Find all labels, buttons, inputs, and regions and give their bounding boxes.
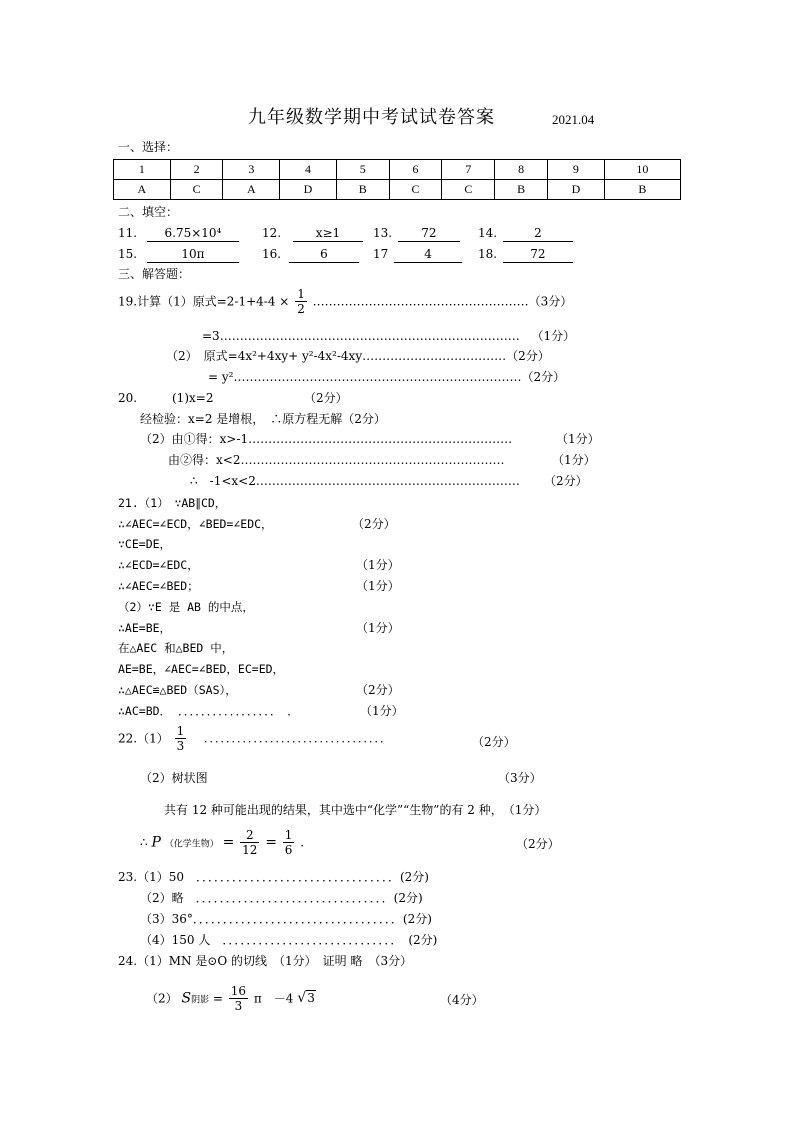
fill-item	[118, 226, 239, 242]
q22-part1-label: 22.（1）	[118, 731, 169, 746]
q20-step-1-points: （1分）	[556, 432, 600, 446]
question-number-cell: 3	[223, 160, 280, 180]
fill-item-answer: 4	[394, 247, 462, 263]
area-symbol: S	[181, 990, 192, 1007]
q19-points: ………………………………………………（3分）	[312, 294, 573, 309]
fill-item-number: 12.	[262, 226, 282, 240]
probability-subscript: （化学生物）	[164, 839, 219, 850]
q21-line-2-points: （2分）	[352, 517, 396, 531]
fraction-one-third	[175, 724, 187, 754]
q19-part2-result: = y²………………………………………………………………（2分）	[208, 370, 566, 384]
page-title: 九年级数学期中考试试卷答案	[248, 107, 495, 128]
answer-cell: A	[223, 180, 280, 200]
table-row	[114, 160, 681, 180]
q24-area-line	[146, 984, 316, 1014]
radicand: 3	[307, 991, 315, 1006]
q22-part1-points: （2分）	[472, 735, 516, 749]
answer-cell: D	[280, 180, 337, 200]
exam-date: 2021.04	[552, 112, 595, 127]
therefore-symbol: ∴	[140, 835, 148, 850]
fill-item-answer: 6	[289, 247, 359, 263]
q21-line-10: ∴△AEC≌△BED（SAS），	[118, 683, 237, 697]
q21-line-3: ∵CE=DE，	[118, 537, 172, 551]
q21-line-2: ∴∠AEC=∠ECD，∠BED=∠EDC，	[118, 517, 273, 531]
fraction-one-sixth	[283, 828, 295, 858]
pi-term: π －4	[253, 991, 294, 1006]
q20-solution-set: ∴ -1<x<2…………………………………………………………	[190, 474, 520, 488]
section-1-heading: 一、选择：	[118, 140, 179, 154]
fill-item	[478, 226, 573, 242]
q21-line-5: ∴∠AEC=∠BED；	[118, 579, 199, 593]
fraction-numerator: 1	[176, 724, 185, 738]
q24-area-points: （4分）	[440, 993, 484, 1007]
fraction-denominator: 6	[284, 843, 293, 858]
fill-item	[262, 226, 363, 242]
fill-item-answer: x≥1	[293, 226, 363, 242]
fraction-numerator: 2	[240, 828, 259, 843]
q20-part1-points: （2分）	[304, 391, 348, 405]
q19-expression: 19.计算（1）原式=2-1+4-4 ×	[118, 294, 290, 309]
q24-line-1: 24.（1）MN 是⊙O 的切线 （1分） 证明 略 （3分）	[118, 954, 413, 968]
square-root	[297, 990, 316, 1006]
answer-cell: C	[389, 180, 442, 200]
question-number-cell: 7	[442, 160, 495, 180]
period: .	[300, 835, 305, 850]
question-number-cell: 6	[389, 160, 442, 180]
q19-part2-line: （2） 原式=4x²+4xy+ y²-4x²-4xy………………………………（2分）	[166, 349, 550, 363]
radical-sign-icon: √	[297, 990, 307, 1007]
q20-number: 20.	[118, 391, 138, 405]
q23-line-3: （3）36°．．．．．．．．．．．．．．．．．．．．．．．．．．．．．．．．．．(2分)	[140, 912, 432, 926]
q22-probability	[140, 828, 304, 858]
fraction-sixteen-thirds	[229, 984, 248, 1014]
equals-sign: =	[212, 991, 223, 1006]
q20-step-2: 由②得：x<2…………………………………………………………	[168, 453, 505, 467]
fraction-denominator: 3	[176, 739, 185, 754]
q24-part2-label: （2）	[146, 991, 178, 1006]
fill-item-number: 15.	[118, 247, 138, 261]
fraction-two-twelfths	[240, 828, 259, 858]
section-3-heading: 三、解答题：	[118, 267, 191, 281]
fraction-numerator: 16	[230, 984, 247, 998]
q20-solution-points: （2分）	[544, 474, 588, 488]
q19-line-2	[202, 330, 575, 344]
fill-item-number: 18.	[478, 247, 498, 261]
question-number-cell: 5	[336, 160, 389, 180]
answer-cell: B	[336, 180, 389, 200]
fraction-denominator: 12	[242, 843, 258, 858]
fill-item	[118, 247, 239, 263]
q20-part1-answer: (1)x=2	[172, 391, 214, 405]
answer-cell: C	[170, 180, 223, 200]
q19-result-points: （1分）	[531, 329, 576, 343]
q19-result: =3…………………………………………………………………	[202, 329, 520, 343]
question-number-cell: 2	[170, 160, 223, 180]
q21-line-9: AE=BE，∠AEC=∠BED，EC=ED，	[118, 662, 285, 676]
q22-part2-points: （3分）	[498, 771, 542, 785]
q23-line-2: （2）略 ．．．．．．．．．．．．．．．．．．．．．．．．．．．．．．．．(2分)	[140, 891, 423, 905]
answer-cell: B	[495, 180, 548, 200]
answer-cell: C	[442, 180, 495, 200]
fill-item	[478, 247, 573, 263]
q22-part2-line: （2）树状图	[140, 771, 208, 785]
answer-cell: B	[604, 180, 680, 200]
question-number-cell: 1	[114, 160, 171, 180]
q20-step-1: （2）由①得：x>-1…………………………………………………………	[140, 432, 513, 446]
fill-item-number: 17	[373, 247, 389, 261]
equals-sign: =	[222, 834, 235, 851]
probability-symbol: P	[151, 834, 161, 851]
fill-item-answer: 6.75×10⁴	[147, 226, 239, 242]
q21-line-5-points: （1分）	[356, 579, 400, 593]
equals-sign: =	[265, 834, 277, 851]
q21-line-4: ∴∠ECD=∠EDC，	[118, 558, 199, 572]
fraction-numerator: 1	[284, 828, 293, 842]
table-row	[114, 180, 681, 200]
fill-item-answer: 72	[398, 226, 460, 242]
section-2-heading: 二、填空：	[118, 205, 179, 219]
question-number-cell: 4	[280, 160, 337, 180]
q21-line-11-points: （1分）	[360, 704, 404, 718]
fraction-denominator: 3	[234, 999, 243, 1014]
fraction-numerator: 1	[297, 287, 305, 301]
q20-verification: 经检验：x=2 是增根， ∴原方程无解（2分）	[140, 412, 386, 426]
q21-line-11: ∴AC=BD． ．．．．．．．．．．．．．．．．． ．	[118, 704, 299, 718]
fill-item-answer: 2	[503, 226, 573, 242]
fill-item-number: 11.	[118, 226, 138, 240]
fill-item	[262, 247, 359, 263]
choice-answer-table	[113, 159, 681, 200]
fill-item-number: 14.	[478, 226, 498, 240]
question-number-cell: 10	[604, 160, 680, 180]
q21-line-7-points: （1分）	[356, 621, 400, 635]
q21-line-7: ∴AE=BE，	[118, 621, 172, 635]
fill-item-answer: 10π	[147, 247, 239, 263]
q20-step-2-points: （1分）	[552, 453, 596, 467]
answer-cell: A	[114, 180, 171, 200]
q23-line-4: （4）150 人 ．．．．．．．．．．．．．．．．．．．．．．．．．．．．． (2分)	[140, 933, 438, 947]
fraction-one-half	[295, 287, 307, 317]
area-subscript: 阴影	[191, 995, 210, 1006]
q19-part1-line	[118, 287, 572, 317]
fraction-denominator: 2	[297, 302, 305, 317]
answer-cell: D	[548, 180, 605, 200]
fill-item-answer: 72	[503, 247, 573, 263]
q21-line-10-points: （2分）	[356, 683, 400, 697]
q22-outcomes: 共有 12 种可能出现的结果，其中选中“化学”“生物”的有 2 种， （1分）	[164, 803, 547, 817]
q23-line-1: 23.（1）50 ．．．．．．．．．．．．．．．．．．．．．．．．．．．．．．．．．(2分)	[118, 870, 429, 884]
q22-probability-points: （2分）	[516, 837, 560, 851]
fill-item-number: 13.	[373, 226, 393, 240]
q22-part1-line	[118, 724, 391, 754]
q21-line-1: 21.（1） ∵AB∥CD，	[118, 496, 227, 510]
q21-line-8: 在△AEC 和△BED 中，	[118, 641, 234, 655]
q21-line-6: （2）∵E 是 AB 的中点，	[118, 600, 254, 614]
fill-item	[373, 247, 462, 263]
q21-line-4-points: （1分）	[356, 558, 400, 572]
leader-dots: ．．．．．．．．．．．．．．．．．．．．．．．．．．．．．．．．．	[204, 732, 392, 746]
fill-item	[373, 226, 460, 242]
question-number-cell: 8	[495, 160, 548, 180]
question-number-cell: 9	[548, 160, 605, 180]
fill-item-number: 16.	[262, 247, 282, 261]
